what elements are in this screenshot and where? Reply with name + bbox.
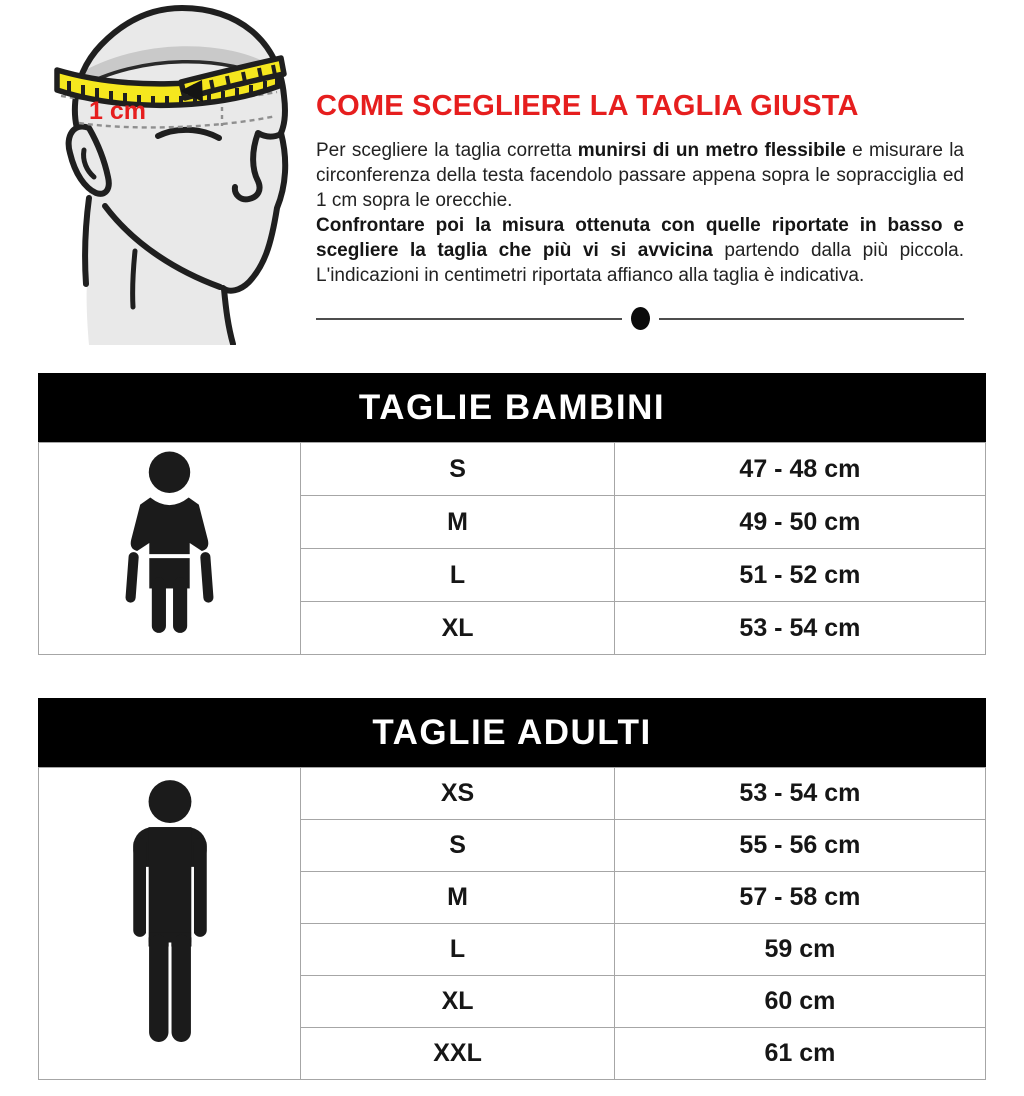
section-divider [316, 307, 964, 330]
intro-section [0, 0, 1024, 350]
adult-table-header: TAGLIE ADULTI [38, 698, 986, 767]
size-range: 51 - 52 cm [614, 549, 985, 602]
size-label: S [301, 443, 614, 496]
divider-line-left [316, 318, 622, 320]
adult-size-table-section [38, 698, 986, 1080]
head-measure-illustration [26, 0, 332, 345]
table-row [39, 768, 986, 820]
divider-dot [631, 307, 650, 330]
divider-line-right [659, 318, 965, 320]
head-measure-figure [0, 0, 310, 350]
size-label: XL [301, 976, 614, 1028]
one-cm-label: 1 cm [89, 97, 146, 125]
size-range: 55 - 56 cm [614, 820, 985, 872]
table-row [39, 443, 986, 496]
size-label: M [301, 496, 614, 549]
size-label: XL [301, 602, 614, 655]
adult-icon [121, 779, 219, 1061]
size-range: 49 - 50 cm [614, 496, 985, 549]
size-range: 57 - 58 cm [614, 872, 985, 924]
adult-size-table [38, 767, 986, 1080]
size-range: 60 cm [614, 976, 985, 1028]
size-range: 53 - 54 cm [614, 768, 985, 820]
size-range: 47 - 48 cm [614, 443, 985, 496]
children-size-table-section [38, 373, 986, 655]
child-icon-cell [39, 443, 301, 655]
size-label: XS [301, 768, 614, 820]
adult-icon-cell [39, 768, 301, 1080]
children-table-header: TAGLIE BAMBINI [38, 373, 986, 442]
size-range: 53 - 54 cm [614, 602, 985, 655]
children-size-table [38, 442, 986, 655]
size-label: XXL [301, 1028, 614, 1080]
size-range: 61 cm [614, 1028, 985, 1080]
child-icon [121, 449, 218, 641]
size-range: 59 cm [614, 924, 985, 976]
page-title: COME SCEGLIERE LA TAGLIA GIUSTA [316, 90, 859, 122]
size-label: M [301, 872, 614, 924]
intro-paragraph-2: Confrontare poi la misura ottenuta con quelle riportate in basso e scegliere la taglia che più vi si avvicina partendo dalla più piccola. L'indicazioni in centimetri riportata affianco alla taglia è indicativa. [316, 215, 965, 286]
size-label: L [301, 924, 614, 976]
size-label: L [301, 549, 614, 602]
intro-paragraph-1: Per scegliere la taglia corretta munirsi di un metro flessibile e misurare la circonferenza della testa facendolo passare appena sopra le sopracciglia ed 1 cm sopra le orecchie. [316, 140, 964, 211]
size-label: S [301, 820, 614, 872]
